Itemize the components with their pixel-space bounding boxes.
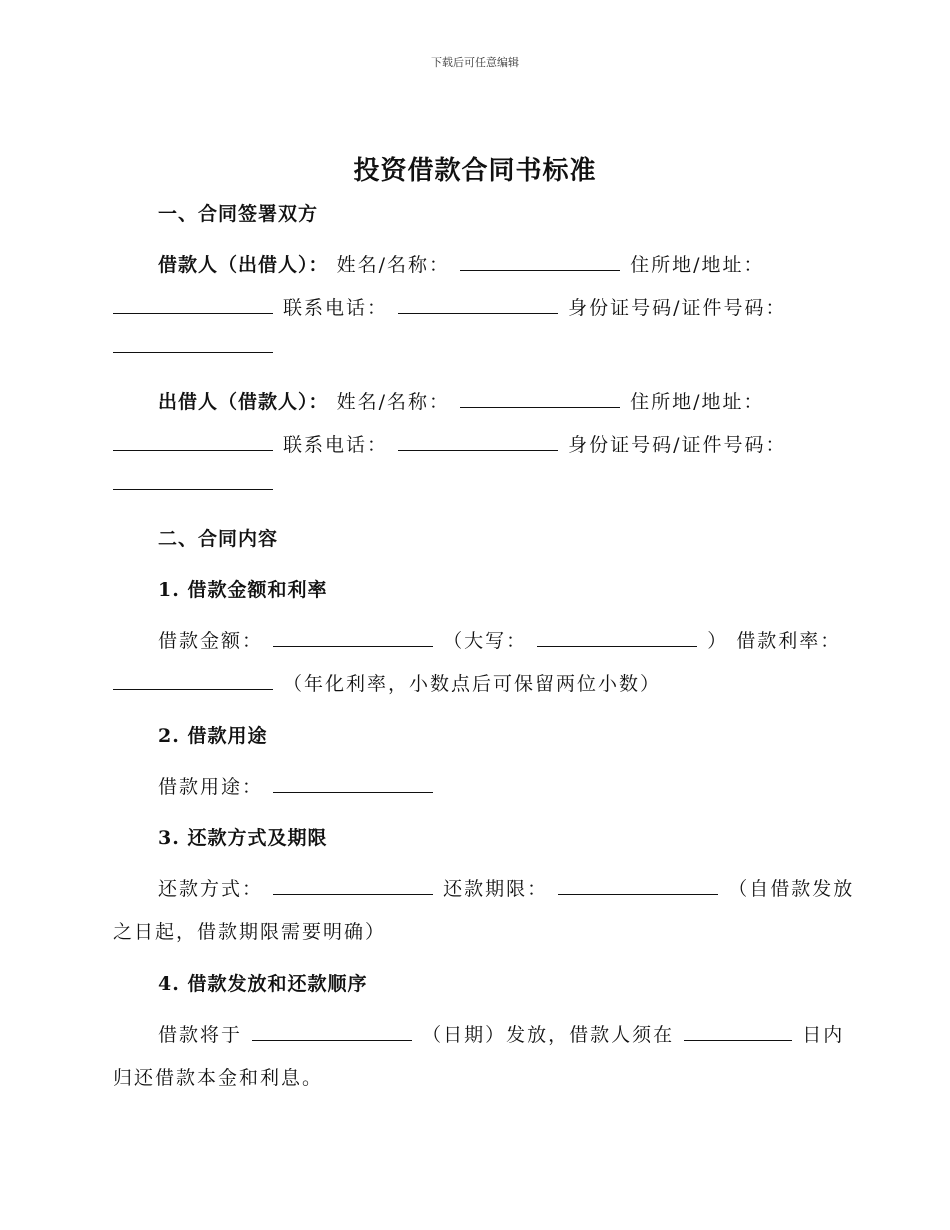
item-3-heading: 3. 还款方式及期限 <box>158 827 328 849</box>
item-1-heading: 1. 借款金额和利率 <box>158 579 328 601</box>
party1-id-label: 身份证号码/证件号码： <box>568 297 787 319</box>
party2-address-field[interactable] <box>113 449 273 451</box>
item1-line-1 <box>158 626 841 653</box>
item4-line-1 <box>158 1020 844 1047</box>
section-1-heading: 一、合同签署双方 <box>158 203 319 225</box>
page-header: 下载后可任意编辑 <box>431 56 519 69</box>
repayment-days-field[interactable] <box>684 1039 792 1041</box>
uppercase-close: ） <box>707 630 729 652</box>
item-4-heading: 4. 借款发放和还款顺序 <box>158 973 368 995</box>
party1-line-3 <box>113 336 275 358</box>
loan-purpose-field[interactable] <box>273 791 433 793</box>
party1-address-field[interactable] <box>113 312 273 314</box>
party1-address-label: 住所地/地址： <box>630 254 765 276</box>
term-note-2: 之日起，借款期限需要明确） <box>113 921 387 943</box>
party2-name-field[interactable] <box>460 406 620 408</box>
loan-purpose-label: 借款用途： <box>158 776 264 798</box>
party2-line-1 <box>158 387 764 414</box>
item2-line-1 <box>158 772 435 799</box>
document-title: 投资借款合同书标准 <box>353 156 597 186</box>
uppercase-open: （大写： <box>443 630 528 652</box>
term-note-1: （自借款发放 <box>728 878 855 900</box>
disbursement-text-2: （日期）发放，借款人须在 <box>422 1024 675 1046</box>
party2-name-label: 姓名/名称： <box>336 391 450 413</box>
loan-amount-label: 借款金额： <box>158 630 264 652</box>
party1-label: 借款人（出借人）： <box>158 254 329 276</box>
party1-id-field[interactable] <box>113 351 273 353</box>
item4-line-2: 归还借款本金和利息。 <box>113 1067 324 1089</box>
repayment-method-label: 还款方式： <box>158 878 264 900</box>
item1-line-2 <box>113 669 661 696</box>
party2-label: 出借人（借款人）： <box>158 391 329 413</box>
party1-line-2 <box>113 293 787 320</box>
party2-line-3 <box>113 473 275 495</box>
party2-id-label: 身份证号码/证件号码： <box>568 434 787 456</box>
loan-rate-label: 借款利率： <box>736 630 842 652</box>
party2-id-field[interactable] <box>113 488 273 490</box>
item3-line-2 <box>113 917 386 944</box>
loan-amount-field[interactable] <box>273 645 433 647</box>
uppercase-amount-field[interactable] <box>537 645 697 647</box>
repayment-term-field[interactable] <box>558 893 718 895</box>
section-2-heading: 二、合同内容 <box>158 528 279 550</box>
disbursement-date-field[interactable] <box>252 1039 412 1041</box>
party1-name-label: 姓名/名称： <box>336 254 450 276</box>
item3-line-1 <box>158 874 854 901</box>
repayment-method-field[interactable] <box>273 893 433 895</box>
party2-phone-label: 联系电话： <box>283 434 389 456</box>
party1-phone-field[interactable] <box>398 312 558 314</box>
disbursement-text-1: 借款将于 <box>158 1024 243 1046</box>
loan-rate-field[interactable] <box>113 688 273 690</box>
party1-name-field[interactable] <box>460 269 620 271</box>
party1-phone-label: 联系电话： <box>283 297 389 319</box>
item-2-heading: 2. 借款用途 <box>158 725 268 747</box>
party2-line-2 <box>113 430 787 457</box>
party2-phone-field[interactable] <box>398 449 558 451</box>
repayment-term-label: 还款期限： <box>443 878 549 900</box>
party2-address-label: 住所地/地址： <box>630 391 765 413</box>
disbursement-text-3: 日内 <box>802 1024 845 1046</box>
party1-line-1 <box>158 250 764 277</box>
rate-note: （年化利率，小数点后可保留两位小数） <box>283 673 662 695</box>
